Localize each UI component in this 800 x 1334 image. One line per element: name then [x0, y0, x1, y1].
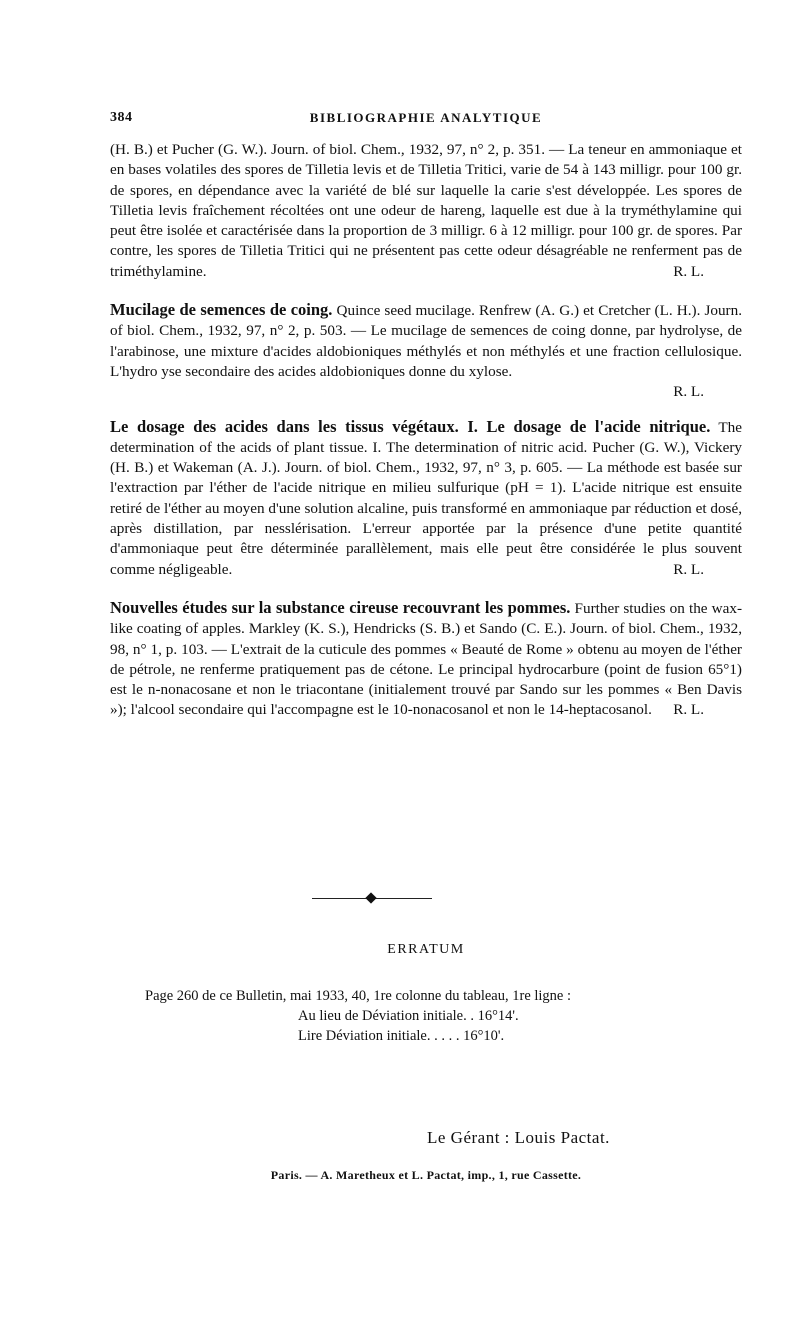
- article-1: [110, 140, 742, 282]
- article-2: [110, 300, 742, 382]
- article-1-signature: R. L.: [673, 262, 704, 280]
- gerant-signature: Le Gérant : Louis Pactat.: [427, 1128, 610, 1147]
- page-number: 384: [110, 110, 133, 125]
- erratum-line-3: Lire Déviation initiale. . . . . 16°10'.: [298, 1028, 505, 1044]
- article-1-text: (H. B.) et Pucher (G. W.). Journ. of biol. Chem., 1932, 97, n° 2, p. 351. — La teneur en ammoniaque et en bases volatiles des spores de Tilletia levis et de Tilletia Tritici, varie de 54 à 143 milligr. pour 100 gr. de spores, en dépendance avec la variété de blé sur laquelle la carie s'est développée. Les spores de Tilletia levis fraîchement récoltées ont une odeur de hareng, laquelle est due à la tryméthylamine qui peut être isolée et caractérisée dans la proportion de 3 milligr. 6 à 12 milligr. pour 100 gr. de spores. Par contre, les spores de Tilletia Tritici qui ne présentent pas cette odeur désagréable ne renferment pas de triméthylamine.: [110, 141, 742, 280]
- article-2-title: Mucilage de semences de coing.: [110, 300, 333, 320]
- erratum-title: ERRATUM: [387, 942, 465, 957]
- article-3-signature: R. L.: [673, 560, 704, 578]
- section-separator: [312, 893, 432, 905]
- article-4: [110, 598, 742, 721]
- running-head: BIBLIOGRAPHIE ANALYTIQUE: [309, 110, 543, 125]
- erratum-line-1: Page 260 de ce Bulletin, mai 1933, 40, 1re colonne du tableau, 1re ligne :: [145, 988, 572, 1004]
- article-2-text: Quince seed mucilage. Renfrew (A. G.) et Cretcher (L. H.). Journ. of biol. Chem., 1932, 97, n° 2, p. 503. — Le mucilage de semences de coing donne, par hydrolyse, de l'arabinose, une mixture d'acides aldobioniques méthylés et non méthylés et une fraction cellulosique. L'hydro yse secondaire des acides aldobioniques donne du xylose.: [110, 302, 742, 380]
- article-4-signature: R. L.: [673, 701, 704, 719]
- erratum-block: [145, 986, 735, 1046]
- article-3-title: Le dosage des acides dans les tissus végétaux. I. Le dosage de l'acide nitrique.: [110, 416, 711, 436]
- article-4-text: Further studies on the wax-like coating of apples. Markley (K. S.), Hendricks (S. B.) et Sando (C. E.). Journ. of biol. Chem., 1932, 98, n° 1, p. 103. — L'extrait de la cuticule des pommes « Beauté de Rome » obtenu au moyen de l'éther de pétrole, ne renferme pratiquement pas de cétone. Le principal hydrocarbure (point de fusion 65°1) est le n-nonacosane et non le triacontane (initialement trouvé par Sando sur les pommes « Ben Davis »); l'alcool secondaire qui l'accompagne est le 10-nonacosanol et non le 14-heptacosanol.: [110, 599, 743, 719]
- page-header: [110, 110, 742, 130]
- article-3: [110, 417, 742, 580]
- printer-imprint: Paris. — A. Maretheux et L. Pactat, imp., 1, rue Cassette.: [270, 1168, 582, 1182]
- article-2-signature: R. L.: [673, 383, 704, 401]
- article-3-text: The determination of the acids of plant tissue. I. The determination of nitric acid. Pucher (G. W.), Vickery (H. B.) et Wakeman (A. J.). Journ. of biol. Chem., 1932, 97, n° 3, p. 605. — La méthode est basée sur l'extraction par l'éther de l'acide nitrique en milieu sulfurique (pH = 1). L'acide nitrique est ensuite retiré de l'éther au moyen d'une solution alcaline, puis transformé en ammoniaque par réduction et dosé, après distillation, par nesslérisation. L'erreur apportée par la présence d'une petite quantité d'ammoniaque peut être déterminée parallèlement, mais elle peut être considérée le plus souvent comme négligeable.: [110, 418, 742, 578]
- article-4-title: Nouvelles études sur la substance cireuse recouvrant les pommes.: [110, 597, 571, 617]
- diamond-ornament-icon: [365, 892, 376, 903]
- erratum-line-2: Au lieu de Déviation initiale. . 16°14'.: [298, 1008, 519, 1024]
- page-body: [110, 140, 742, 721]
